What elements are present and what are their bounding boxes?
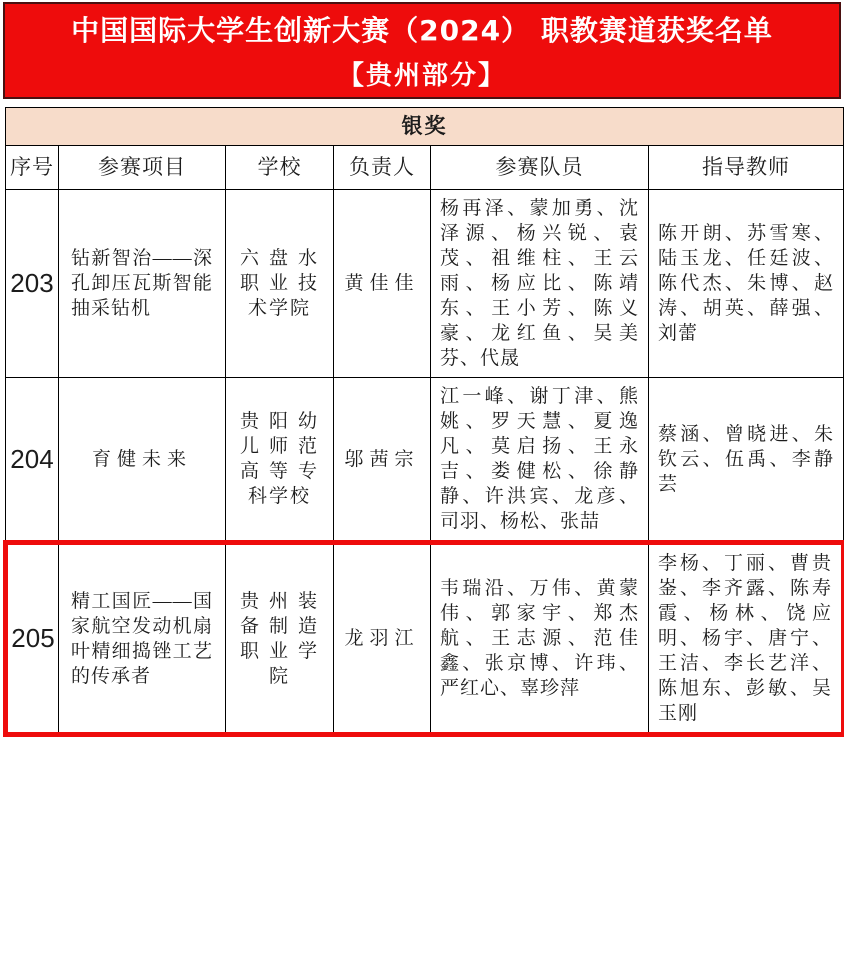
cell-leader: 龙羽江	[334, 543, 431, 735]
title-banner	[3, 2, 841, 99]
banner-table-gap	[3, 99, 841, 107]
cell-school: 六盘水职业技术学院	[226, 190, 334, 378]
cell-members: 江一峰、谢丁津、熊姚、罗天慧、夏逸凡、莫启扬、王永吉、娄健松、徐静静、许洪宾、龙彦、司羽、杨松、张喆	[431, 378, 649, 543]
cell-school: 贵州装备制造职业学院	[226, 543, 334, 735]
cell-no: 204	[6, 378, 59, 543]
award-band-label: 银奖	[6, 108, 844, 146]
cell-advisors: 蔡涵、曾晓进、朱钦云、伍禹、李静芸	[649, 378, 844, 543]
col-header-school: 学校	[226, 146, 334, 190]
cell-advisors: 陈开朗、苏雪寒、陆玉龙、任廷波、陈代杰、朱博、赵涛、胡英、薛强、刘蕾	[649, 190, 844, 378]
cell-members: 杨再泽、蒙加勇、沈泽源、杨兴锐、袁茂、祖维柱、王云雨、杨应比、陈靖东、王小芳、陈义豪、龙红鱼、吴美芬、代晟	[431, 190, 649, 378]
col-header-leader: 负责人	[334, 146, 431, 190]
col-header-project: 参赛项目	[59, 146, 226, 190]
cell-leader: 邬茜宗	[334, 378, 431, 543]
cell-project: 精工国匠——国家航空发动机扇叶精细捣锉工艺的传承者	[59, 543, 226, 735]
col-header-no: 序号	[6, 146, 59, 190]
cell-project: 钻新智治——深孔卸压瓦斯智能抽采钻机	[59, 190, 226, 378]
table-row	[6, 190, 844, 378]
cell-project: 育健未来	[59, 378, 226, 543]
page-title: 中国国际大学生创新大赛（2024） 职教赛道获奖名单	[71, 14, 773, 47]
col-header-advisors: 指导教师	[649, 146, 844, 190]
cell-no: 203	[6, 190, 59, 378]
table-row-highlighted	[6, 543, 844, 735]
col-header-members: 参赛队员	[431, 146, 649, 190]
column-header-row	[6, 146, 844, 190]
cell-advisors: 李杨、丁丽、曹贵崟、李齐露、陈寿霞、杨林、饶应明、杨宇、唐宁、王洁、李长艺洋、陈旭东、彭敏、吴玉刚	[649, 543, 844, 735]
awards-table	[3, 107, 844, 737]
cell-members: 韦瑞沿、万伟、黄蒙伟、郭家宇、郑杰航、王志源、范佳鑫、张京博、许玮、严红心、辜珍萍	[431, 543, 649, 735]
cell-no: 205	[6, 543, 59, 735]
page-subtitle: 【贵州部分】	[337, 61, 506, 90]
cell-school: 贵阳幼儿师范高等专科学校	[226, 378, 334, 543]
table-row	[6, 378, 844, 543]
cell-leader: 黄佳佳	[334, 190, 431, 378]
award-band-row	[6, 108, 844, 146]
